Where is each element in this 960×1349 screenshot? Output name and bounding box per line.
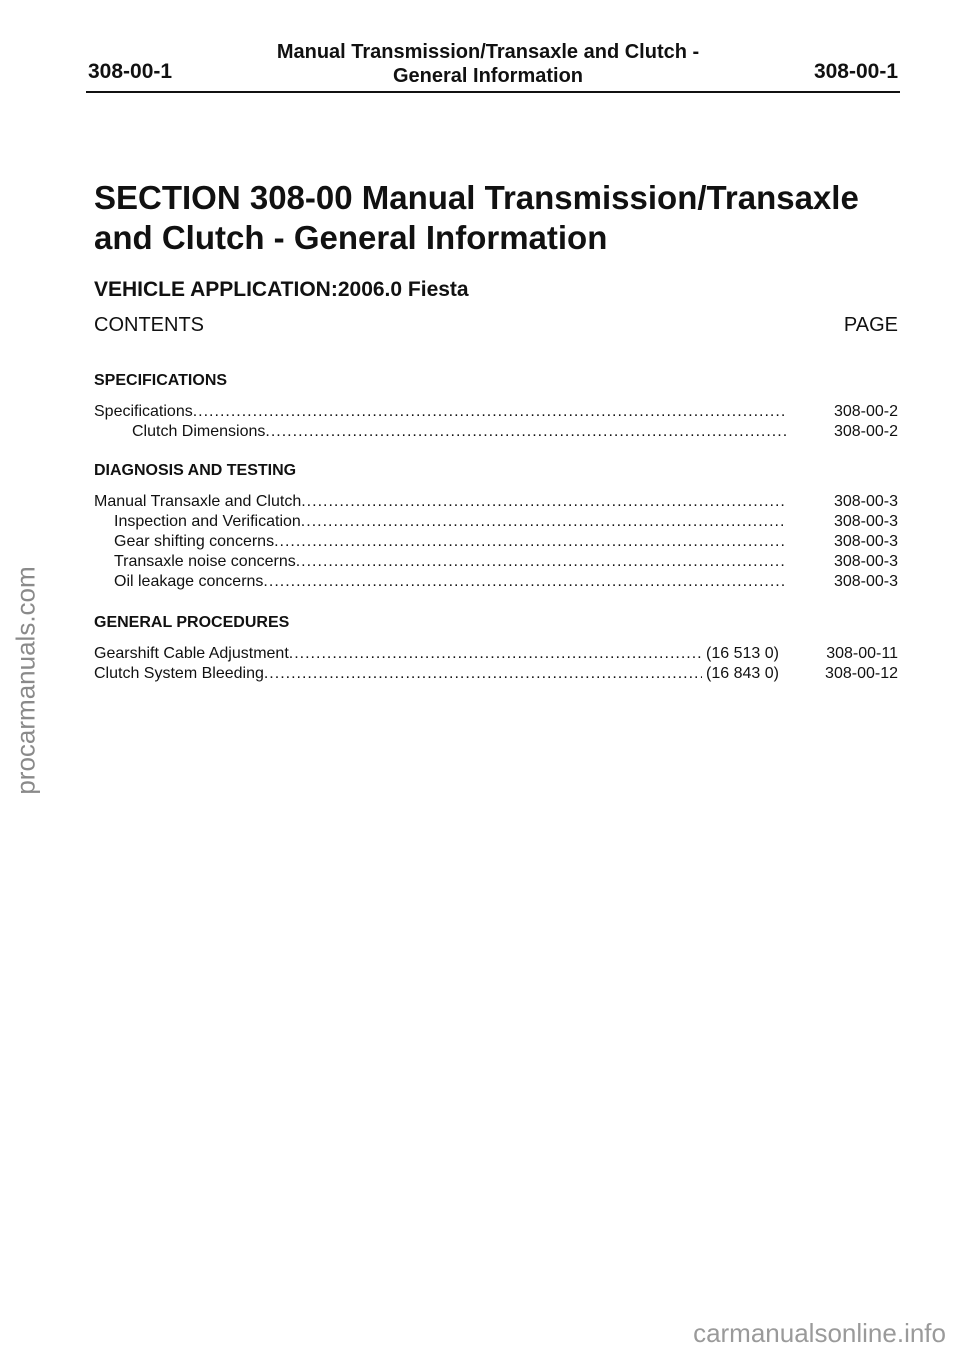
- toc-leader-dots: [289, 644, 702, 664]
- toc-group-heading: GENERAL PROCEDURES: [94, 614, 290, 631]
- toc-entry-text: Gearshift Cable Adjustment: [94, 645, 289, 662]
- toc-entry-text: Gear shifting concerns: [114, 533, 275, 550]
- toc-entry-page: 308-00-3: [833, 573, 898, 590]
- toc-entry-page: 308-00-3: [833, 553, 898, 570]
- toc-entry[interactable]: [94, 644, 898, 664]
- toc-entry[interactable]: [94, 532, 898, 552]
- toc-group-general-procedures: [94, 612, 898, 684]
- toc-leader-dots: [301, 512, 786, 532]
- toc-entry-page: 308-00-3: [833, 493, 898, 510]
- toc-entry[interactable]: [94, 572, 898, 592]
- toc-leader-dots: [296, 552, 786, 572]
- toc-entry-code: (16 513 0): [706, 645, 779, 662]
- toc-leader-dots: [263, 572, 786, 592]
- toc-leader-dots: [274, 532, 786, 552]
- toc-entry-text: Specifications: [94, 403, 193, 420]
- watermark-bottom: carmanualsonline.info: [693, 1318, 946, 1348]
- toc-entry[interactable]: [94, 552, 898, 572]
- watermark-side: [6, 560, 46, 800]
- contents-label: CONTENTS: [94, 314, 204, 336]
- toc-group-heading: DIAGNOSIS AND TESTING: [94, 462, 297, 479]
- toc-entry-text: Clutch Dimensions: [132, 423, 266, 440]
- toc-leader-dots: [264, 664, 702, 684]
- toc-entry-text: Manual Transaxle and Clutch: [94, 493, 302, 510]
- toc-group-specifications: [94, 370, 898, 442]
- page-column-label: PAGE: [843, 314, 898, 336]
- toc-entry[interactable]: [94, 402, 898, 422]
- toc-entry-page: 308-00-2: [833, 423, 898, 440]
- toc-entry-text: Transaxle noise concerns: [114, 553, 296, 570]
- header-title-line1: Manual Transmission/Transaxle and Clutch -: [276, 41, 700, 63]
- vehicle-application: VEHICLE APPLICATION:2006.0 Fiesta: [94, 278, 469, 301]
- toc-leader-dots: [193, 402, 786, 422]
- toc-entry[interactable]: [94, 512, 898, 532]
- toc-entry[interactable]: [94, 422, 898, 442]
- header-title-line2: General Information: [392, 65, 584, 87]
- toc-entry-page: 308-00-3: [833, 533, 898, 550]
- toc-entry-code: (16 843 0): [706, 665, 779, 682]
- toc-entry-text: Oil leakage concerns: [114, 573, 264, 590]
- toc-leader-dots: [301, 492, 786, 512]
- toc-leader-dots: [265, 422, 786, 442]
- toc-entry-text: Inspection and Verification: [114, 513, 301, 530]
- watermark-side-text: procarmanuals.com: [10, 565, 41, 795]
- header-page-number-left: 308-00-1: [88, 60, 173, 83]
- toc-entry-page: 308-00-3: [833, 513, 898, 530]
- section-title: SECTION 308-00 Manual Transmission/Transaxle and Clutch - General Information: [94, 179, 859, 256]
- header-divider: [86, 91, 900, 93]
- toc-entry-text: Clutch System Bleeding: [94, 665, 264, 682]
- toc-entry[interactable]: [94, 664, 898, 684]
- toc-entry-page: 308-00-2: [833, 403, 898, 420]
- header-title: [240, 40, 736, 88]
- toc-entry-page: 308-00-11: [826, 645, 898, 662]
- toc-group-diagnosis-and-testing: [94, 460, 898, 592]
- header-page-number-right: 308-00-1: [813, 60, 898, 83]
- toc-entry-page: 308-00-12: [825, 665, 898, 682]
- toc-group-heading: SPECIFICATIONS: [94, 372, 228, 389]
- toc-entry[interactable]: [94, 492, 898, 512]
